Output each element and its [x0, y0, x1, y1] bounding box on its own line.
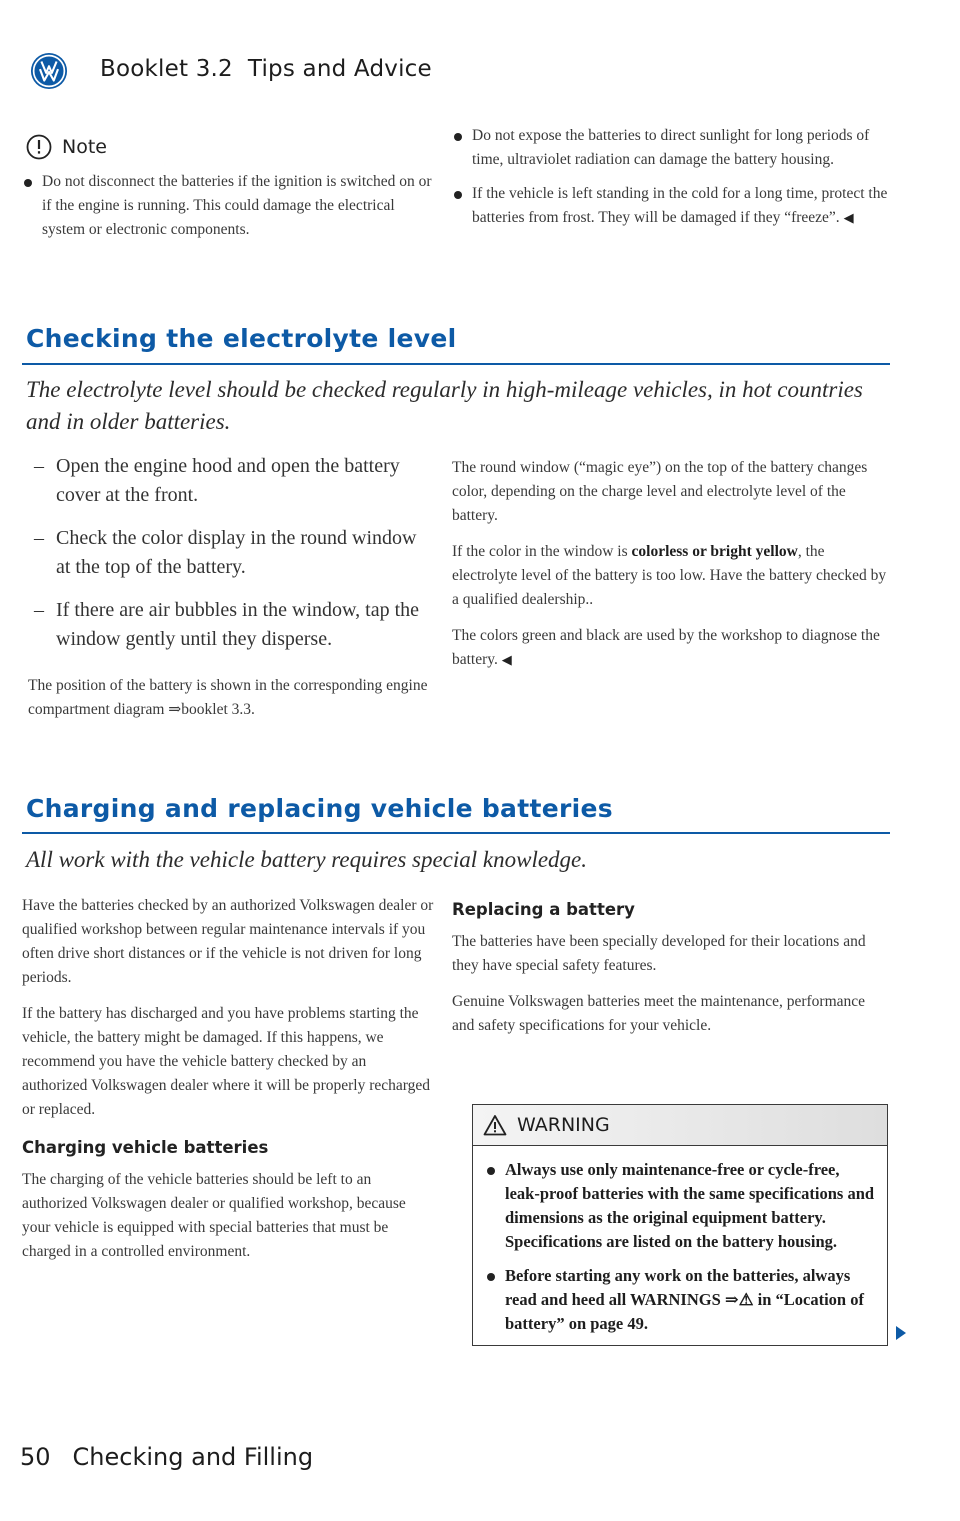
step-open-hood: – Open the engine hood and open the battery cover at the front. — [22, 452, 434, 510]
end-marker-icon: ◀ — [501, 652, 512, 667]
vw-logo-icon — [30, 52, 68, 90]
section-title-charging: Charging and replacing vehicle batteries — [26, 794, 613, 823]
section-lead-electrolyte: The electrolyte level should be checked regularly in high-mileage vehicles, in hot countries and in older batteries. — [26, 377, 863, 434]
note-icon — [26, 134, 52, 160]
charging-text-3: The charging of the vehicle batteries should be left to an authorized Volkswagen dealer or qualified workshop, because your vehicle is equipped with special batteries that must be charged in a controlled environment. — [22, 1171, 406, 1260]
color-low-post: , the electrolyte level of the battery is too low. Have the battery checked by a qualified dealership.. — [452, 543, 887, 608]
step-check-color: – Check the color display in the round window at the top of the battery. — [22, 524, 434, 582]
note-bullet-ignition: Do not disconnect the batteries if the ignition is switched on or if the engine is running. This could damage the electrical system or electronic components. — [22, 170, 434, 242]
note-bullet-sunlight: Do not expose the batteries to direct sunlight for long periods of time, ultraviolet radiation can damage the battery housing. — [452, 124, 890, 172]
battery-position-text: The position of the battery is shown in the corresponding engine compartment diagram ⇒booklet 3.3. — [28, 677, 428, 718]
section-divider — [22, 832, 890, 834]
warning-bullet-read-warnings: Before starting any work on the batteries, always read and heed all WARNINGS ⇒⚠ in “Location of battery” on page 49. — [485, 1264, 875, 1336]
booklet-number: Booklet 3.2 — [100, 56, 233, 82]
color-low-pre: If the color in the window is — [452, 543, 632, 560]
warning-label: WARNING — [517, 1114, 610, 1136]
charging-right-column — [452, 898, 890, 1038]
subhead-replacing: Replacing a battery — [452, 900, 635, 919]
replacing-text-1: The batteries have been specially developed for their locations and they have special safety features. — [452, 933, 866, 974]
note-right-column — [452, 124, 890, 230]
footer-section: Checking and Filling — [72, 1443, 314, 1471]
diagnose-text-body: The colors green and black are used by the workshop to diagnose the battery. — [452, 627, 880, 668]
warning-body — [473, 1146, 887, 1336]
section-lead-charging: All work with the vehicle battery requires special knowledge. — [26, 847, 588, 872]
charging-left-column — [22, 894, 434, 1264]
note-bullet-frost-text: If the vehicle is left standing in the cold for a long time, protect the batteries from frost. They will be damaged if they “freeze”. — [472, 185, 888, 226]
warning-heading — [473, 1105, 887, 1146]
diagnose-text — [452, 624, 890, 672]
color-low-bold: colorless or bright yellow — [631, 543, 798, 560]
magic-eye-text: The round window (“magic eye”) on the top of the battery changes color, depending on the charge level and electrolyte level of the battery. — [452, 459, 868, 524]
warning-triangle-icon — [483, 1114, 507, 1136]
warning-box — [472, 1104, 888, 1346]
page-header — [100, 56, 432, 82]
section-divider — [22, 363, 890, 365]
note-bullet-frost — [452, 182, 890, 230]
booklet-title: Tips and Advice — [247, 56, 432, 82]
charging-text-2: If the battery has discharged and you have problems starting the vehicle, the battery might be damaged. If this happens, we recommend you have the vehicle battery checked by an authorized Volkswagen dealer where it will be properly recharged or replaced. — [22, 1005, 431, 1118]
electrolyte-right-column — [452, 456, 890, 672]
color-low-text — [452, 540, 890, 612]
note-left-column — [22, 170, 434, 242]
replacing-text-2: Genuine Volkswagen batteries meet the maintenance, performance and safety specifications for your vehicle. — [452, 993, 866, 1034]
electrolyte-steps — [22, 452, 434, 722]
page-number: 50 — [20, 1443, 51, 1471]
note-label: Note — [62, 136, 107, 158]
subhead-charging: Charging vehicle batteries — [22, 1138, 269, 1157]
end-marker-icon: ◀ — [843, 210, 854, 225]
step-tap-window: – If there are air bubbles in the window, tap the window gently until they disperse. — [22, 596, 434, 654]
section-title-electrolyte: Checking the electrolyte level — [26, 324, 457, 353]
note-heading — [26, 134, 107, 160]
charging-text-1: Have the batteries checked by an authorized Volkswagen dealer or qualified workshop between regular maintenance intervals if you often drive short distances or if the vehicle is not driven for long periods. — [22, 897, 434, 986]
continue-arrow-icon — [896, 1326, 906, 1340]
warning-bullet-battery-type: Always use only maintenance-free or cycle-free, leak-proof batteries with the same specifications and dimensions as the original equipment battery. Specifications are listed on the battery housing. — [485, 1158, 875, 1254]
page-footer — [20, 1443, 313, 1471]
